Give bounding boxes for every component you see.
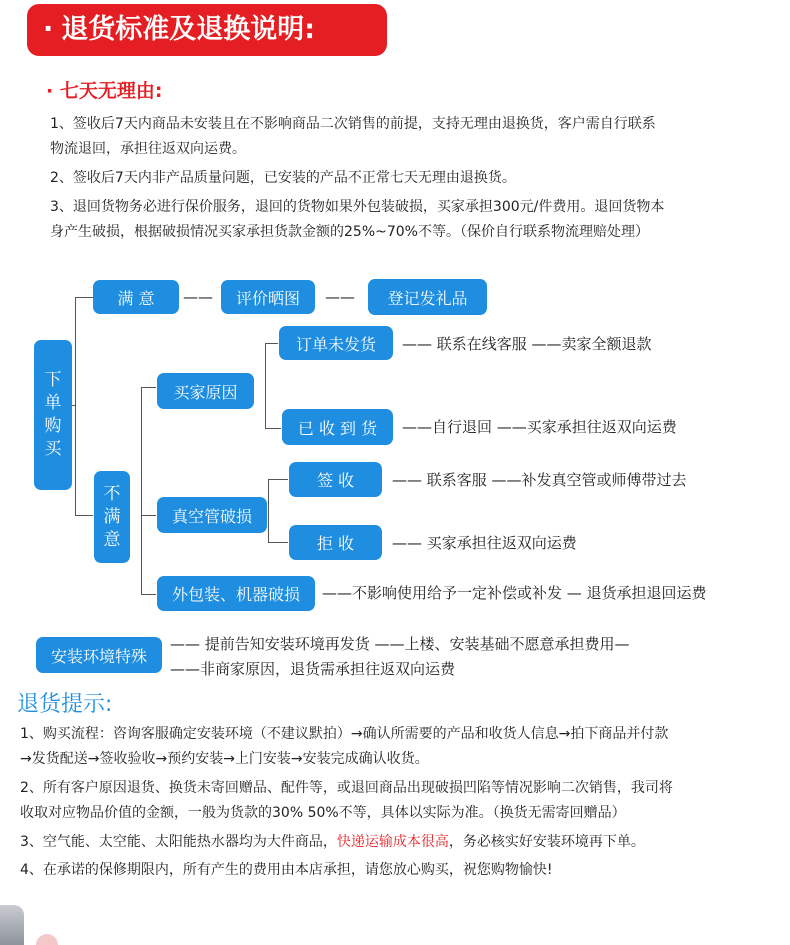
package-broken-box: 外包装、机器破损 (157, 576, 315, 611)
bottom-decoration-left (0, 905, 24, 945)
seven-day-heading: · 七天无理由: (46, 80, 163, 102)
vacuum-bracket-top (268, 479, 288, 480)
seven-day-item-3 (50, 195, 664, 245)
unsatisfied-char-2: 满 (103, 506, 121, 527)
tips-item-1 (20, 722, 668, 772)
title-banner (27, 4, 387, 56)
item-1-line-1: 1、签收后7天内商品未安装且在不影响商品二次销售的前提，支持无理由退换货，客户需自行联系 (50, 116, 656, 132)
bottom-decoration-pink (36, 934, 58, 945)
root-char-1: 下 (44, 370, 62, 390)
refused-box: 拒 收 (289, 525, 382, 560)
buyer-bracket-bottom (265, 428, 281, 429)
buyer-bracket (265, 343, 266, 428)
unsatisfied-char-3: 意 (103, 529, 121, 550)
tips-item-4 (20, 858, 553, 883)
unsatisfied-bracket (141, 387, 142, 594)
tips-item-2-line-2: 收取对应物品价值的金额，一般为货款的30% 50%不等，具体以实际为准。（换货无需寄回赠品） (20, 805, 626, 821)
root-bracket-top (75, 297, 93, 298)
vacuum-bracket (268, 479, 269, 542)
tips-item-3 (20, 830, 645, 855)
tips-item-1-line-2: →发货配送→签收验收→预约安装→上门安装→安装完成确认收货。 (20, 751, 429, 767)
vacuum-bracket-bottom (268, 542, 288, 543)
root-bracket-bottom (75, 515, 93, 516)
tips-item-4-line: 4、在承诺的保修期限内，所有产生的费用由本店承担，请您放心购买，祝您购物愉快! (20, 862, 553, 878)
title-dot: · (43, 14, 54, 45)
review-dash: —— (325, 288, 355, 306)
not-shipped-flow: —— 联系在线客服 ——卖家全额退款 (402, 335, 652, 353)
root-char-4: 买 (44, 439, 62, 459)
seven-day-item-1 (50, 112, 656, 162)
root-char-2: 单 (44, 393, 62, 413)
tips-item-2-line-1: 2、所有客户原因退货、换货未寄回赠品、配件等，或退回商品出现破损凹陷等情况影响二次销售，我司将 (20, 780, 673, 796)
item-3-line-1: 3、退回货物务必进行保价服务，退回的货物如果外包装破损，买家承担300元/件费用。退回货物本 (50, 199, 665, 215)
root-bracket (75, 297, 76, 515)
satisfied-box: 满 意 (93, 280, 179, 314)
review-box: 评价晒图 (221, 280, 315, 314)
root-char-3: 购 (44, 416, 62, 436)
unsatisfied-char-1: 不 (103, 483, 121, 504)
special-env-line-1: —— 提前告知安装环境再发货 ——上楼、安装基础不愿意承担费用— (170, 635, 630, 653)
arrived-box: 已 收 到 货 (282, 409, 393, 445)
signed-flow: —— 联系客服 ——补发真空管或师傅带过去 (392, 471, 687, 489)
tips-item-3-highlight: 快递运输成本很高 (336, 834, 449, 850)
special-env-box: 安装环境特殊 (36, 637, 162, 673)
arrived-flow: ——自行退回 ——买家承担往返双向运费 (402, 418, 677, 436)
item-2-line-1: 2、签收后7天内非产品质量问题，已安装的产品不正常七天无理由退换货。 (50, 170, 516, 186)
package-flow: ——不影响使用给予一定补偿或补发 — 退货承担退回运费 (322, 584, 707, 602)
seven-day-item-2 (50, 166, 516, 191)
tips-item-3-line (20, 830, 645, 855)
signed-box: 签 收 (289, 462, 382, 497)
unsatisfied-bracket-bottom (141, 594, 156, 595)
unsatisfied-bracket-mid (141, 515, 156, 516)
buyer-reason-box: 买家原因 (157, 373, 254, 409)
satisfied-dash: —— (183, 288, 213, 306)
item-3-line-2: 身产生破损，根据破损情况买家承担货款金额的25%~70%不等。（保价自行联系物流理赔处理） (50, 224, 649, 240)
refused-flow: —— 买家承担往返双向运费 (392, 534, 577, 552)
item-1-line-2: 物流退回，承担往返双向运费。 (50, 141, 246, 157)
tips-item-3-pre: 3、空气能、太空能、太阳能热水器均为大件商品， (20, 834, 337, 850)
special-env-line-2: ——非商家原因，退货需承担往返双向运费 (170, 660, 456, 678)
tips-item-2 (20, 776, 673, 826)
tips-heading: 退货提示: (17, 692, 113, 717)
unsatisfied-box (94, 471, 130, 563)
tips-item-3-post: ，务必核实好安装环境再下单。 (448, 834, 645, 850)
page-title: 退货标准及退换说明: (61, 14, 316, 45)
not-shipped-box: 订单未发货 (279, 326, 393, 360)
buyer-bracket-top (265, 343, 278, 344)
vacuum-broken-box: 真空管破损 (157, 497, 267, 533)
gift-box: 登记发礼品 (368, 279, 487, 315)
root-box-order (34, 340, 72, 490)
tips-item-1-line-1: 1、购买流程：咨询客服确定安装环境（不建议默拍）→确认所需要的产品和收货人信息→拍下商品并付款 (20, 726, 669, 742)
unsatisfied-bracket-top (141, 387, 156, 388)
